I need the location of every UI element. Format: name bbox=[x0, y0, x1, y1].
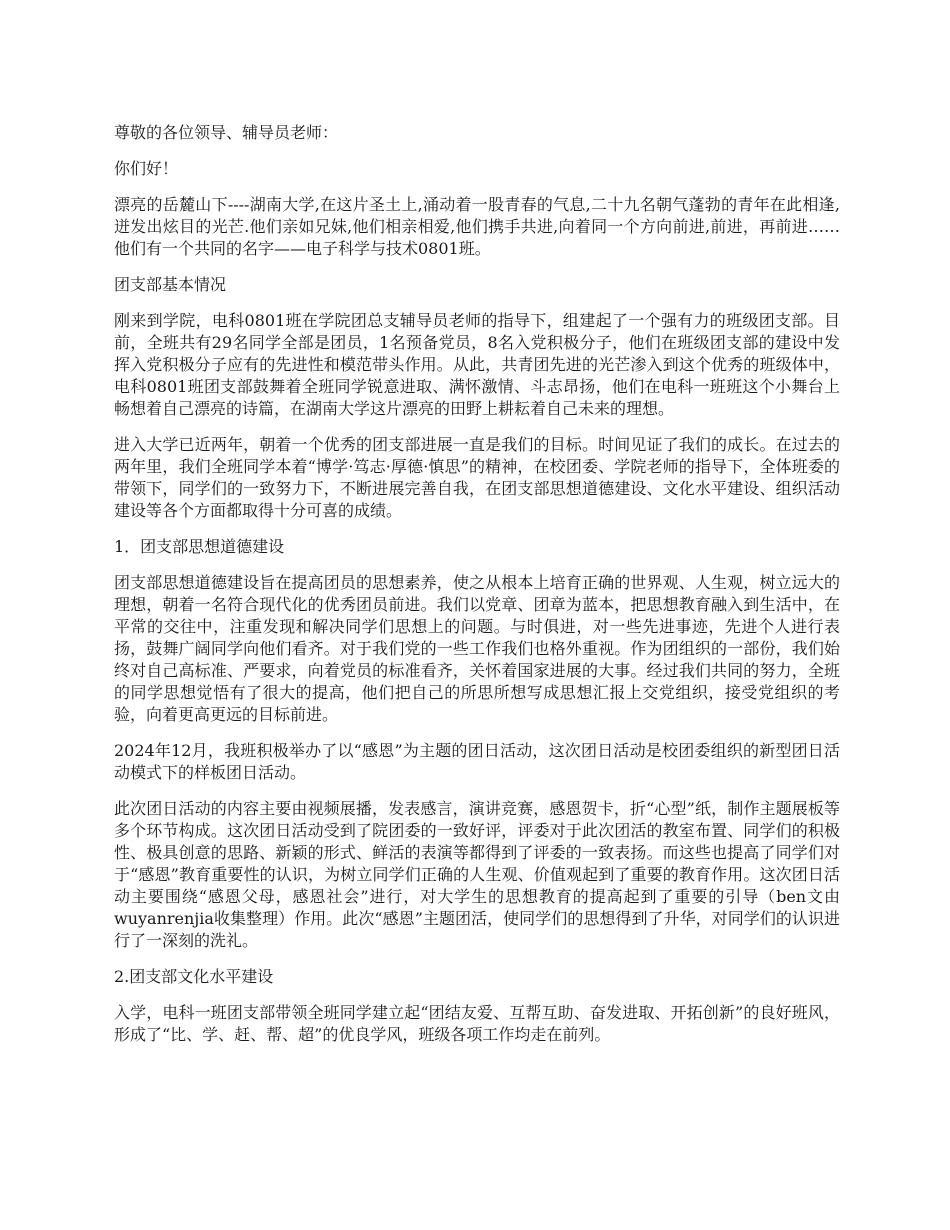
salutation: 尊敬的各位领导、辅导员老师： bbox=[114, 123, 339, 142]
basic-info-paragraph: 刚来到学院，电科0801班在学院团总支辅导员老师的指导下，组建起了一个强有力的班级团支部。目前，全班共有29名同学全部是团员，1名预备党员，8名入党积极分子，他们在班级团支部的建设中发挥入党积极分子应有的先进性和模范带头作用。从此，共青团先进的光芒渗入到这个优秀的班级体中，电科0801班团支部鼓舞着全班同学锐意进取、满怀激情、斗志昂扬，他们在电科一班班这个小舞台上畅想着自己漂亮的诗篇，在湖南大学这片漂亮的田野上耕耘着自己未来的理想。 bbox=[114, 311, 840, 418]
section-heading-basic-info: 团支部基本情况 bbox=[114, 275, 227, 294]
progress-paragraph: 进入大学已近两年，朝着一个优秀的团支部进展一直是我们的目标。时间见证了我们的成长。在过去的两年里，我们全班同学本着“博学·笃志·厚德·慎思”的精神，在校团委、学院老师的指导下，全体班委的带领下，同学们的一致努力下，不断进展完善自我，在团支部思想道德建设、文化水平建设、组织活动建设等各个方面都取得十分可喜的成绩。 bbox=[114, 435, 840, 520]
intro-paragraph: 漂亮的岳麓山下----湖南大学,在这片圣土上,涌动着一股青春的气息,二十九名朝气蓬勃的青年在此相逢,迸发出炫目的光芒.他们亲如兄妹,他们相亲相爱,他们携手共进,向着同一个方向前进,前进，再前进……他们有一个共同的名字——电子科学与技术0801班。 bbox=[114, 195, 840, 258]
section-heading-moral: 1．团支部思想道德建设 bbox=[114, 537, 285, 556]
culture-paragraph: 入学，电科一班团支部带领全班同学建立起“团结友爱、互帮互助、奋发进取、开拓创新”的良好班风，形成了“比、学、赶、帮、超”的优良学风，班级各项工作均走在前列。 bbox=[114, 1003, 840, 1044]
section-heading-culture: 2.团支部文化水平建设 bbox=[114, 967, 274, 986]
moral-paragraph: 团支部思想道德建设旨在提高团员的思想素养，使之从根本上培育正确的世界观、人生观，树立远大的理想，朝着一名符合现代化的优秀团员前进。我们以党章、团章为蓝本，把思想教育融入到生活中，在平常的交往中，注重发现和解决同学们思想上的问题。与时俱进，对一些先进事迹，先进个人进行表扬，鼓舞广阔同学向他们看齐。对于我们党的一些工作我们也格外重视。作为团组织的一部份，我们始终对自己高标准、严要求，向着党员的标准看齐，关怀着国家进展的大事。经过我们共同的努力，全班的同学思想觉悟有了很大的提高，他们把自己的所思所想写成思想汇报上交党组织，接受党组织的考验，向着更高更远的目标前进。 bbox=[114, 573, 840, 724]
activity-paragraph: 2024年12月，我班积极举办了以“感恩”为主题的团日活动，这次团日活动是校团委组织的新型团日活动模式下的样板团日活动。 bbox=[114, 741, 840, 782]
activity-detail-paragraph: 此次团日活动的内容主要由视频展播，发表感言，演讲竞赛，感恩贺卡，折“心型”纸，制作主题展板等多个环节构成。这次团日活动受到了院团委的一致好评，评委对于此次团活的教室布置、同学们的积极性、极具创意的思路、新颖的形式、鲜活的表演等都得到了评委的一致表扬。而这些也提高了同学们对于“感恩”教育重要性的认识，为树立同学们正确的人生观、价值观起到了重要的教育作用。这次团日活动主要围绕“感恩父母，感恩社会”进行，对大学生的思想教育的提高起到了重要的引导（ben文由wuyanrenjia收集整理）作用。此次“感恩”主题团活，使同学们的思想得到了升华，对同学们的认识进行了一深刻的洗礼。 bbox=[114, 799, 840, 950]
document-body bbox=[114, 122, 840, 1060]
greeting: 你们好！ bbox=[114, 159, 179, 178]
